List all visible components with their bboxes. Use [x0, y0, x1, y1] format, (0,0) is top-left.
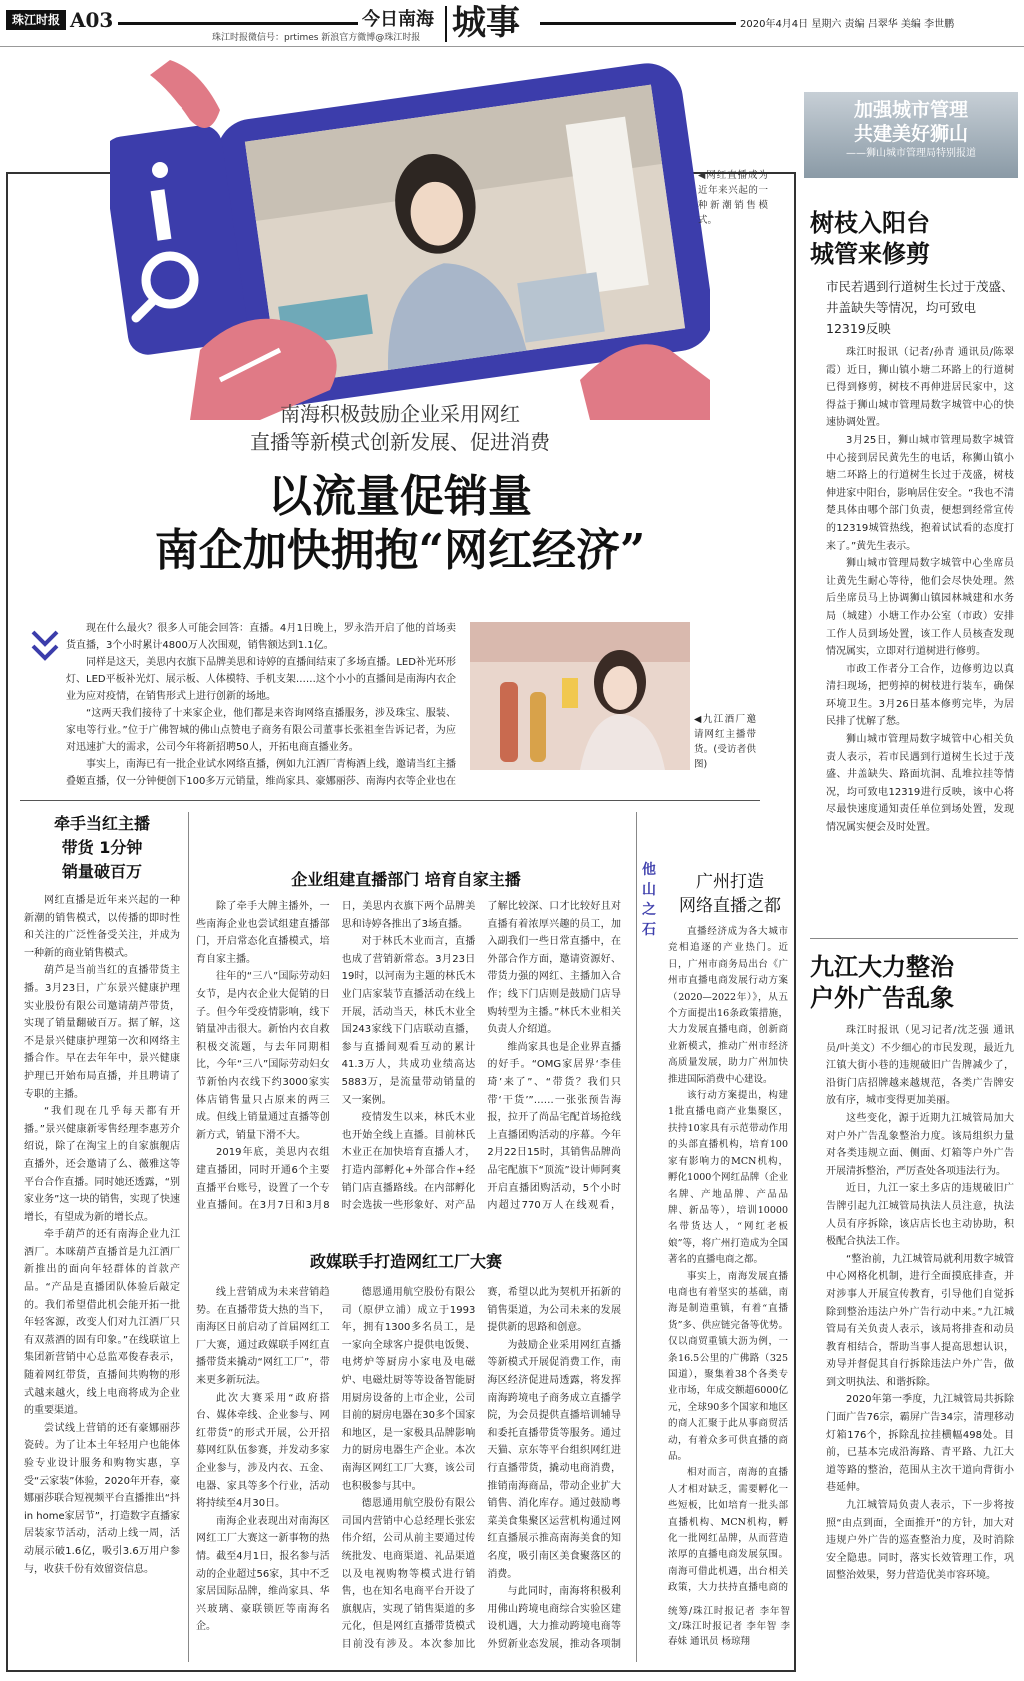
article2-paragraph: 2019年底，美思内衣组建直播团，同时开通6个主要直播平台账号，设置了一个专业直播间。在3月7日和3月8日，美思内衣旗下两个品牌美思和诗婷各推出了3场直播。 — [196, 901, 476, 1212]
article1-body — [24, 892, 180, 1652]
side-column-paragraph: 相对而言，南海的直播人才相对缺乏，需要孵化一些短板，比如培育一批头部直播机构、MCN机构，孵化一批网红品牌，从而营造浓厚的直播电商发展氛围。南海可借此机遇，出台相关政策，大力扶持直播电商的 — [668, 1467, 788, 1594]
sidebar-story1-heading-line: 树枝入阳台 — [810, 209, 930, 237]
page-header — [0, 0, 1024, 48]
article1-paragraph: “我们现在几乎每天都有开播。”景兴健康新零售经理李惠芳介绍说，除了在淘宝上的自家旗舰店直播外，还会邀请了么、薇雅这等平台合作直播。同时她还透露，“别家业务”这一块的销售，实现了快速增长，有望成为新的增长点。 — [24, 1106, 180, 1223]
side-column-heading-line: 网络直播之都 — [679, 896, 781, 916]
hero-title — [50, 470, 750, 578]
article3-heading: 政媒联手打造网红工厂大赛 — [309, 1252, 502, 1271]
hero-illustration — [110, 50, 710, 420]
sidebar-banner-line: 加强城市管理 — [853, 99, 968, 121]
article2-paragraph: 疫情发生以来，林氏木业也开始全线上直播。目前林氏木业正在加快培育直播人才，打造内部孵化+外部合作+经销门店直播路线。在内部孵化时会选拔一些形象好、对产品了解比较深、口才比较好且对直播有着浓厚兴趣的员工，加入副我们一些日常直播中，在外部合作方面，邀请资源好、带货力强的网红、主播加入合作；线下门店则是鼓励门店导购转型为主播。”林氏木业相关负责人介绍道。 — [341, 901, 621, 1212]
sidebar-banner-line: 共建美好狮山 — [853, 123, 968, 145]
article2-body — [196, 898, 621, 1230]
lead-photo-caption: ◀九江酒厂邀请网红主播带货。(受访者供图) — [694, 714, 756, 770]
side-column-heading-line: 广州打造 — [696, 872, 764, 892]
hero-photo-caption: ◀网红直播成为近年来兴起的一种新潮销售模式。 — [698, 170, 768, 226]
article1-paragraph: 牵手葫芦的还有南海企业九江酒厂。本咪葫芦直播首是九江酒厂新推出的面向年轻群体的首款产品。“产品是直播团队体验后敲定的。我们希望借此机会能开拓一批年轻客源，改变人们对九江酒厂只有双蒸酒的固有印象。”在线联谊上集团新营销中心总监邓俊春表示，随着网红带货，直播间共购物的形式越来越火，线上电商将成为企业的重要渠道。 — [24, 1229, 180, 1417]
sidebar-story2-heading-line: 户外广告乱象 — [810, 984, 954, 1012]
lead-photo — [470, 622, 690, 770]
lead-paragraph: “这两天我们接待了十来家企业，他们都是来咨询网络直播服务，涉及珠宝、服装、家电等行业。”位于广佛智城的佛山点赞电子商务有限公司董事长张祖奎告诉记者，为应对迅速扩大的需求，公司今年将新招聘50人，开拓电商直播业务。 — [66, 708, 456, 753]
article3-paragraph: 线上营销成为未来营销趋势。在直播带货大热的当下，南海区日前启动了首届网红工厂大赛，通过政媒联手网红直播带货来撬动“网红工厂”，带来更多新玩法。 — [196, 1287, 330, 1386]
sidebar-story2-heading — [810, 952, 1020, 1014]
sidebar-story2-paragraph: 2020年第一季度，九江城管局共拆除门面广告76宗，霸屏广告34宗，清理移动灯箱176个，拆除乱拉挂横幅498处。目前，已基本完成沿海路、青平路、九江大道等路的整治，范围从主次干道向背街小巷延伸。 — [826, 1394, 1014, 1494]
lead-paragraph: 现在什么最火？很多人可能会回答：直播。4月1日晚上，罗永浩开启了他的首场卖货直播，3个小时累计4800万人次围观，销售额达到1.1亿。 — [66, 623, 456, 651]
sidebar-story1-paragraph: 狮山城市管理局数字城管中心坐席员让黄先生耐心等待，他们会尽快处理。然后坐席员马上协调狮山镇园林城建和水务局（城建）小塘工作办公室（市政）安排工作人员到场处置，该工作人员核查发现情况属实，立即对行道树进行修剪。 — [826, 558, 1014, 658]
article1-paragraph: 葫芦是当前当红的直播带货主播。3月23日，广东景兴健康护理实业股份有限公司邀请葫芦带货，实现了销量翻破百万。据了解，这不是景兴健康护理第一次和网络主播合作。早在去年年中，景兴健康护理已开始布局直播，并且聘请了专职的主播。 — [24, 965, 180, 1100]
sidebar-story2-paragraph: “整治前，九江城管局就利用数字城管中心网格化机制，进行全面摸底排查，并对涉事人开展宣传教育，引导他们自觉拆除到整治违法户外广告行动中来。”九江城管局有关负责人表示，该局将排查和动员教育相结合，帮助当事人提高思想认识，劝导并督促其自行拆除违法户外广告，做到文明执法、和谐拆除。 — [826, 1253, 1014, 1388]
sidebar-story1-paragraph: 珠江时报讯（记者/孙青 通讯员/陈翠霞）近日，狮山镇小塘二环路上的行道树已得到修剪，树枝不再伸进居民家中，这得益于狮山城市管理局数字城管中心的快速协调处置。 — [826, 347, 1014, 429]
article3-paragraph: 为鼓励企业采用网红直播等新模式开展促消费工作，南海区经济促进局透露，将发挥南海跨境电子商务成立直播学院，为会员提供直播培训辅导和委托直播带货等服务。通过天猫、京东等平台组织网红进行直播带货，撬动电商消费，推销南海商品，带动企业扩大销售、消化库存。通过鼓励粤菜美食集聚区运营机构通过网红直播展示推高南海美食的知名度，吸引南区美食聚落区的消费。 — [487, 1339, 621, 1580]
section-name: 城事 — [452, 3, 520, 43]
article2-paragraph: 维尚家具也是企业界直播的好手。“OMG家居界‘李佳琦’来了”、“带货？我们只带‘干货’”……一张张预告海报，拉开了尚品宅配首场抢线上直播团购活动的序幕。今年2月22日15时，其销售品牌尚品宅配旗下“顶流”设计师阿爽开启直播团购活动，5个小时内超过770万人在线观看， — [487, 1041, 621, 1212]
byline: 统筹/珠江时报记者 李年智 文/珠江时报记者 李年智 李春妹 通讯员 杨琼翔 — [668, 1606, 790, 1647]
article3-paragraph: 与此同时，南海将积极利用佛山跨境电商综合实验区建设机遇，大力推动跨境电商等外贸新业态发展，推动各项制 — [487, 1586, 621, 1650]
side-column-paragraph: 该行动方案提出，构建1批直播电商产业集聚区，扶持10家具有示范带动作用的头部直播机构，培育100家有影响力的MCN机构，孵化1000个网红品牌（企业名牌、产地品牌、产品品牌、新品等），培训10000名带货达人，“网红老板娘”等，将广州打造成为全国著名的直播电商之都。 — [668, 1090, 788, 1266]
side-column-heading — [665, 870, 795, 918]
article1-heading-line: 销量破百万 — [61, 862, 142, 881]
section-title: 今日南海 — [362, 9, 434, 30]
article1-heading — [22, 812, 182, 884]
page-number: A03 — [70, 8, 114, 32]
article3-body — [196, 1284, 621, 1656]
sidebar-story2-body — [826, 1022, 1014, 1672]
side-column-paragraph: 直播经济成为各大城市竞相追逐的产业热门。近日，广州市商务局出台《广州市直播电商发展行动方案（2020—2022年）》，从五个方面提出16条政策措施，大力发展直播电商，创新商业新模式，推动广州市经济高质量发展，助力广州加快推进国际消费中心建设。 — [668, 926, 788, 1085]
hero-subtitle — [150, 400, 650, 456]
lead-paragraph: 同样是这天，美思内衣旗下品牌美思和诗婷的直播间结束了多场直播。LED补光环形灯、LED平板补光灯、展示板、人体模特、手机支架……这个小小的直播间是南海内衣企业为应对疫情，在销售形式上进行创新的场地。 — [66, 657, 456, 702]
vertical-label: 他山之石 — [642, 862, 656, 938]
date-line: 2020年4月4日 星期六 责编 吕翠华 美编 李世鹏 — [740, 19, 955, 30]
sidebar-story1-paragraph: 市政工作者分工合作，边修剪边以真清扫现场，把剪掉的树枝进行装车，确保环境卫生。3月26日基本修剪完毕，为居民排了忧解了愁。 — [826, 663, 1014, 728]
sidebar-story1-heading-line: 城管来修剪 — [810, 240, 930, 268]
masthead-logo — [6, 10, 66, 30]
article1-heading-line: 带货 1分钟 — [61, 838, 143, 857]
hero-title-line-1: 以流量促销量 — [268, 471, 532, 522]
lead-body — [66, 620, 456, 790]
sidebar-banner-tag: ——狮山城市管理局特别报道 — [846, 148, 976, 159]
article1-heading-line: 牵手当红主播 — [53, 814, 150, 833]
article2-paragraph: 往年的“三八”国际劳动妇女节，是内衣企业大促销的日子。但今年受疫情影响，线下销量冲击很大。新怡内衣自救积极交流题，与去年同期相比，今年“三八”国际劳动妇女节新怡内衣线下约3000家实体店销售量只占原来的两三成。但线上销量通过直播等创新方式，销量下滑不大。 — [196, 971, 330, 1141]
hero-subtitle-line-1: 南海积极鼓励企业采用网红 — [280, 402, 520, 426]
masthead-text: 珠江时报 — [11, 13, 60, 27]
sidebar-story1-body — [826, 344, 1014, 926]
article3-paragraph: 德恩通用航空股份有限公司国内营销中心总经理长张宏伟介绍，公司从前主要通过传统批发、电商渠道、礼品渠道以及电视购物等模式进行销售，也在知名电商平台开设了旗舰店，实现了销售渠道的多元化，但是网红直播带货模式目前没有涉及。本次参加比赛，希望以此为契机开拓新的销售渠道，为公司未来的发展提供新的思路和创意。 — [341, 1287, 621, 1650]
subscribe-line: 珠江时报微信号：prtimes 新浪官方微博@珠江时报 — [212, 33, 421, 43]
hero-title-line-2: 南企加快拥抱“网红经济” — [154, 525, 646, 576]
sidebar-story1-paragraph: 3月25日，狮山城市管理局数字城管中心接到居民黄先生的电话，称狮山镇小塘二环路上的行道树生长过于茂盛，树枝伸进家中阳台，影响居住安全。“我也不清楚具体由哪个部门负责，便想到经常宣传的12319城管热线，抱着试试看的态度打来了。”黄先生表示。 — [826, 434, 1014, 552]
sidebar-story2-paragraph: 近日，九江一家土多店的违规破旧广告牌引起九江城管局执法人员注意，执法人员有序拆除，该店店长也主动协助，积极配合执法工作。 — [826, 1183, 1014, 1248]
sidebar-story2-paragraph: 九江城管局负责人表示，下一步将按照“由点到面，全面推开”的方针，加大对违规户外广告的巡查整治力度，及时消除安全隐患。同时，落实长效管理工作，巩固整治效果，努力营造优美市容环境。 — [826, 1500, 1014, 1582]
article3-paragraph: 此次大赛采用“政府搭台、媒体牵线、企业参与、网红带货”的形式开展，公开招募网红队伍参赛，并发动多家企业参与，涉及内衣、五金、电器、家具等多个行业，活动将持续至4月30日。 — [196, 1392, 330, 1510]
sidebar-story1-deck: 市民若遇到行道树生长过于茂盛、井盖缺失等情况，均可致电12319反映 — [826, 279, 1014, 336]
hand-left-icon — [140, 60, 220, 128]
side-column-body — [668, 924, 788, 1594]
article2-paragraph: 对于林氏木业而言，直播也成了营销新常态。3月23日19时，以河南为主题的林氏木业门店家装节直播活动在线上开展，活动当天，林氏木业全国243家线下门店联动直播，参与直播间观看互动的累计41.3万人，共成功业绩高达5883万，是流量带动销量的又一案例。 — [341, 936, 476, 1106]
sidebar-banner — [804, 92, 1018, 178]
sidebar-story2-heading-line: 九江大力整治 — [810, 953, 954, 981]
article3-paragraph: 德恩通用航空股份有限公司（原伊立浦）成立于1993年，拥有1300多名员工，是一家向全球客户提供电饭煲、电烤炉等厨房小家电及电磁炉、电磁灶厨等等设备智能厨用厨房设备的上市企业，公司目前的厨房电器在30多个国家和地区，是一家极具品牌影响力的厨房电器生产企业。本次南海区网红工厂大赛，该公司也积极参与其中。 — [341, 1287, 476, 1492]
article1-paragraph: 网红直播是近年来兴起的一种新潮的销售模式，以传播的即时性和关注的广泛性备受关注，并成为一种新的商业销售模式。 — [24, 895, 180, 959]
sidebar-story2-paragraph: 珠江时报讯（见习记者/沈芝强 通讯员/叶美文）不少细心的市民发现，最近九江镇大街小巷的违规破旧广告牌减少了，沿街门店招牌越来越规范，各类广告牌安放有序，城市变得更加美丽。 — [826, 1025, 1014, 1107]
sidebar-story1-paragraph: 狮山城市管理局数字城管中心相关负责人表示，若市民遇到行道树生长过于茂盛、井盖缺失、路面坑洞、乱堆拉挂等情况，均可致电12319进行反映，该中心将尽最快速度通知责任单位到场处置，发现情况属实便会及时处置。 — [826, 734, 1014, 834]
article3-paragraph: 南海企业表现出对南海区网红工厂大赛这一新事物的热情。截至4月1日，报名参与活动的企业超过56家，其中不乏家居国际品牌，维尚家具、华兴玻璃、豪联锁匠等南海名企。 — [196, 1515, 330, 1633]
side-column-paragraph: 事实上，南海发展直播电商也有着坚实的基础，南海是制造重镇，有着“直播货”多、供应链完备等优势。仅以商贸重镇大沥为例，一条16.5公里的广佛路（325国道），聚集着38个各类专业市场，年成交额超6000亿元，全球90多个国家和地区的商人汇聚于此从事商贸活动，有着众多可供直播的商品。 — [668, 1270, 788, 1462]
article2-paragraph: 除了牵手大牌主播外，一些南海企业也尝试组建直播部门，开启常态化直播模式，培育自家主播。 — [196, 901, 330, 965]
article1-paragraph: 尝试线上营销的还有豪娜丽莎瓷砖。为了让本土年轻用户也能体验专业设计服务和购物实惠，享受“云家装”体验，2020年开春，豪娜丽莎联合短视频平台直播推出“抖in home家居节”，打造数字直播家居装家节活动，活动上线一周，活动展示破1.6亿，吸引3.6万用户参与，收获千份有效留资信息。 — [24, 1422, 180, 1575]
sidebar-story2-paragraph: 这些变化，源于近期九江城管局加大对户外广告乱象整治力度。该局组织力量对各类违规立面、侧面、灯箱等户外广告开展清拆整治，严厉查处各项违法行为。 — [826, 1112, 1014, 1177]
sidebar-story1-heading — [810, 208, 1010, 270]
article2-heading: 企业组建直播部门 培育自家主播 — [291, 870, 521, 889]
chevron-down-icon — [30, 628, 60, 668]
hero-subtitle-line-2: 直播等新模式创新发展、促进消费 — [250, 430, 550, 454]
lead-paragraph: 事实上，南海已有一批企业试水网络直播，例如九江酒厂青梅酒上线，邀请当红主播叠姬直播，仅一分钟便创下100多万元销量，维尚家具、豪娜丽莎、南海内衣等企业也在 — [66, 759, 456, 787]
